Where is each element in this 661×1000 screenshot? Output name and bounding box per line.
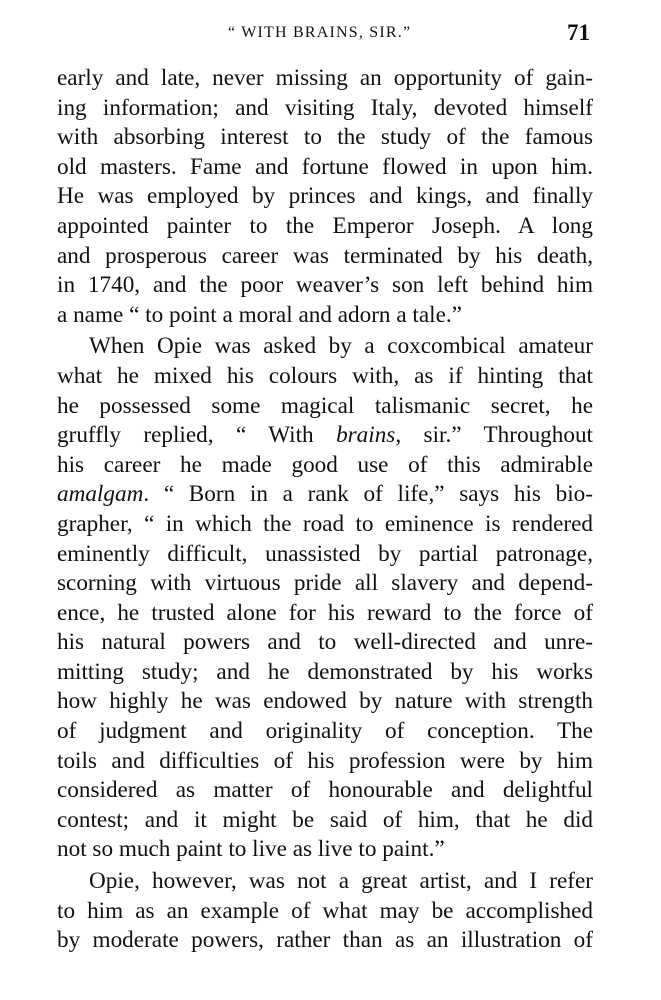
page-number: 71 (567, 20, 590, 45)
text-line: what he mixed his colours with, as if hinting that (57, 362, 593, 389)
body-text (57, 64, 593, 956)
text-line: early and late, never missing an opportunity of gain- (57, 65, 593, 91)
text-line: amalgam. “ Born in a rank of life,” says his bio- (57, 481, 593, 508)
text-line: appointed painter to the Emperor Joseph. A long (57, 212, 593, 239)
text-line: a name “ to point a moral and adorn a tale.” (57, 301, 462, 328)
text-line: grapher, “ in which the road to eminence is rendered (57, 510, 593, 537)
text-line: not so much paint to live as live to paint.” (57, 836, 445, 863)
text-line: with absorbing interest to the study of the famous (57, 124, 593, 151)
text-line: ing information; and visiting Italy, devoted himself (57, 94, 593, 121)
text-line: ence, he trusted alone for his reward to the force of (57, 599, 593, 626)
text-line: of judgment and originality of conception. The (57, 718, 593, 745)
text-line: When Opie was asked by a coxcombical amateur (89, 333, 593, 360)
text-line: mitting study; and he demonstrated by his works (57, 658, 593, 685)
text-line: contest; and it might be said of him, that he did (57, 806, 593, 833)
emphasis: brains (336, 422, 396, 449)
text-line: gruffly replied, “ With brains, sir.” Throughout (57, 422, 594, 449)
text-line: toils and difficulties of his profession were by him (57, 747, 593, 774)
text-line: his career he made good use of this admirable (57, 451, 593, 478)
text-line: old masters. Fame and fortune flowed in upon him. (57, 153, 593, 180)
text-line: Opie, however, was not a great artist, and I refer (89, 868, 593, 895)
text-line: scorning with virtuous pride all slavery and depend- (57, 570, 593, 597)
paragraph (57, 867, 593, 956)
text-line: considered as matter of honourable and delightful (57, 777, 593, 804)
paragraph (57, 332, 593, 865)
text-line: his natural powers and to well-directed and unre- (57, 629, 593, 656)
running-title: “ WITH BRAINS, SIR.” (228, 24, 412, 41)
paragraph (57, 64, 593, 330)
text-line: by moderate powers, rather than as an illustration of (57, 927, 593, 954)
text-line: how highly he was endowed by nature with strength (57, 688, 593, 715)
text-line: and prosperous career was terminated by his death, (57, 242, 593, 269)
text-line: he possessed some magical talismanic secret, he (57, 392, 593, 419)
text-line: He was employed by princes and kings, and finally (57, 183, 593, 210)
text-line: to him as an example of what may be accomplished (57, 897, 593, 924)
text-line: eminently difficult, unassisted by partial patronage, (57, 540, 593, 567)
emphasis: amalgam (57, 481, 144, 508)
text-line: in 1740, and the poor weaver’s son left behind him (57, 272, 593, 299)
running-header (0, 20, 661, 50)
